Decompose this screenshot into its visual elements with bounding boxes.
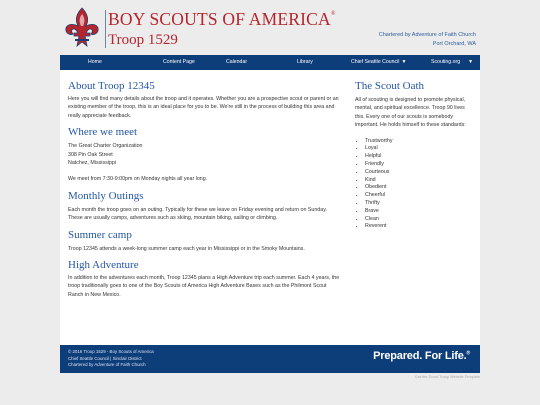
site-header bbox=[60, 0, 480, 55]
charter-line-1: Chartered by Adventure of Faith Church bbox=[378, 32, 476, 38]
list-item: • Reverent bbox=[365, 223, 473, 231]
address-line: The Great Charter Organization bbox=[68, 143, 143, 150]
heading-meet: Where we meet bbox=[68, 126, 138, 139]
scout-law-list bbox=[355, 138, 473, 232]
nav-item-calendar[interactable]: Calendar bbox=[226, 59, 248, 65]
list-item: • Brave bbox=[365, 208, 473, 216]
section-outings bbox=[68, 190, 340, 223]
troop-name[interactable]: Troop 1529 bbox=[108, 32, 178, 48]
list-item: • Friendly bbox=[365, 161, 473, 169]
list-item: • Clean bbox=[365, 216, 473, 224]
list-item: • Kind bbox=[365, 177, 473, 185]
charter-org: Chartered by Adventure of Faith Church bbox=[68, 362, 146, 368]
chevron-down-icon: ▼ bbox=[468, 59, 474, 65]
site-footer bbox=[60, 345, 480, 373]
main-content bbox=[60, 70, 480, 345]
section-summer-camp bbox=[68, 229, 340, 253]
list-item: • Courteous bbox=[365, 169, 473, 177]
list-item: • Cheerful bbox=[365, 192, 473, 200]
copyright: © 2016 Troop 1529 - Boy Scouts of America bbox=[68, 349, 154, 354]
template-credit-link[interactable]: Get the Scout Troop Website Template bbox=[414, 375, 480, 379]
address-line: Natchez, Mississippi bbox=[68, 160, 116, 167]
outings-text: Each month the troop goes on an outing. Typically for these we leave on Friday evening and return on Sunday. These are usually camps, adventures such as skiing, mountain biking, sailing or climbing. bbox=[68, 206, 327, 222]
heading-about: About Troop 12345 bbox=[68, 80, 155, 92]
charter-line-2: Port Orchard, WA bbox=[432, 41, 476, 47]
summer-camp-text: Troop 12345 attends a week-long summer camp each year in Mississippi or in the Smoky Mountains. bbox=[68, 245, 305, 252]
chevron-down-icon: ▼ bbox=[401, 59, 407, 65]
heading-high-adventure: High Adventure bbox=[68, 259, 139, 272]
section-about bbox=[68, 80, 340, 120]
nav-item-scouting-org[interactable]: Scouting.org ▼ bbox=[431, 59, 474, 65]
section-high-adventure bbox=[68, 259, 340, 299]
list-item: • Thrifty bbox=[365, 200, 473, 208]
scout-oath-text: All of scouting is designed to promote physical, mental, and spiritual excellence. Troop 90 lives this. Every one of our scouts is somebody important. He holds himself to these standards: bbox=[355, 97, 466, 129]
section-meet bbox=[68, 126, 340, 184]
nav-item-library[interactable]: Library bbox=[297, 59, 313, 65]
brand bbox=[108, 9, 336, 49]
council-district: Chief Seattle Council | Sinclair District bbox=[68, 355, 142, 361]
footer-info bbox=[68, 349, 154, 369]
brand-divider bbox=[105, 10, 106, 48]
nav-item-chief-seattle-council[interactable]: Chief Seattle Council ▼ bbox=[351, 59, 407, 65]
org-name[interactable]: BOY SCOUTS OF AMERICA® bbox=[108, 9, 336, 29]
address-line: 308 Pin Oak Street bbox=[68, 151, 113, 158]
heading-summer-camp: Summer camp bbox=[68, 228, 132, 241]
article bbox=[68, 80, 340, 299]
slogan: Prepared. For Life.® bbox=[373, 350, 470, 362]
high-adventure-text: In addition to the adventures each month, Troop 12345 plans a High Adventure trip each summer. Each 4 years, the troop traditionally goes to one of the Boy Scouts of America High Adventure Bases such as the Philmont Scout Ranch in New Mexico. bbox=[68, 275, 340, 298]
heading-outings: Monthly Outings bbox=[68, 189, 144, 202]
main-nav bbox=[60, 55, 480, 70]
list-item: • Helpful bbox=[365, 153, 473, 161]
charter-info bbox=[379, 31, 476, 49]
nav-item-content-page[interactable]: Content Page bbox=[163, 59, 195, 65]
meeting-schedule: We meet from 7:30-9:00pm on Monday nights all year long. bbox=[68, 176, 208, 183]
list-item: • Obedient bbox=[365, 184, 473, 192]
sidebar bbox=[355, 80, 473, 231]
heading-scout-oath: The Scout Oath bbox=[355, 80, 425, 92]
fleur-de-lis-logo-icon[interactable] bbox=[62, 6, 102, 50]
about-text: Here you will find many details about the troop and it operates. Whether you are a prospective scout or parent or an existing member of the troop, this is an ideal place for you to be. We're still in the process of building this area and really appreciate feedback. bbox=[68, 96, 339, 119]
list-item: • Loyal bbox=[365, 145, 473, 153]
list-item: • Trustworthy bbox=[365, 138, 473, 146]
nav-item-home[interactable]: Home bbox=[88, 59, 102, 65]
